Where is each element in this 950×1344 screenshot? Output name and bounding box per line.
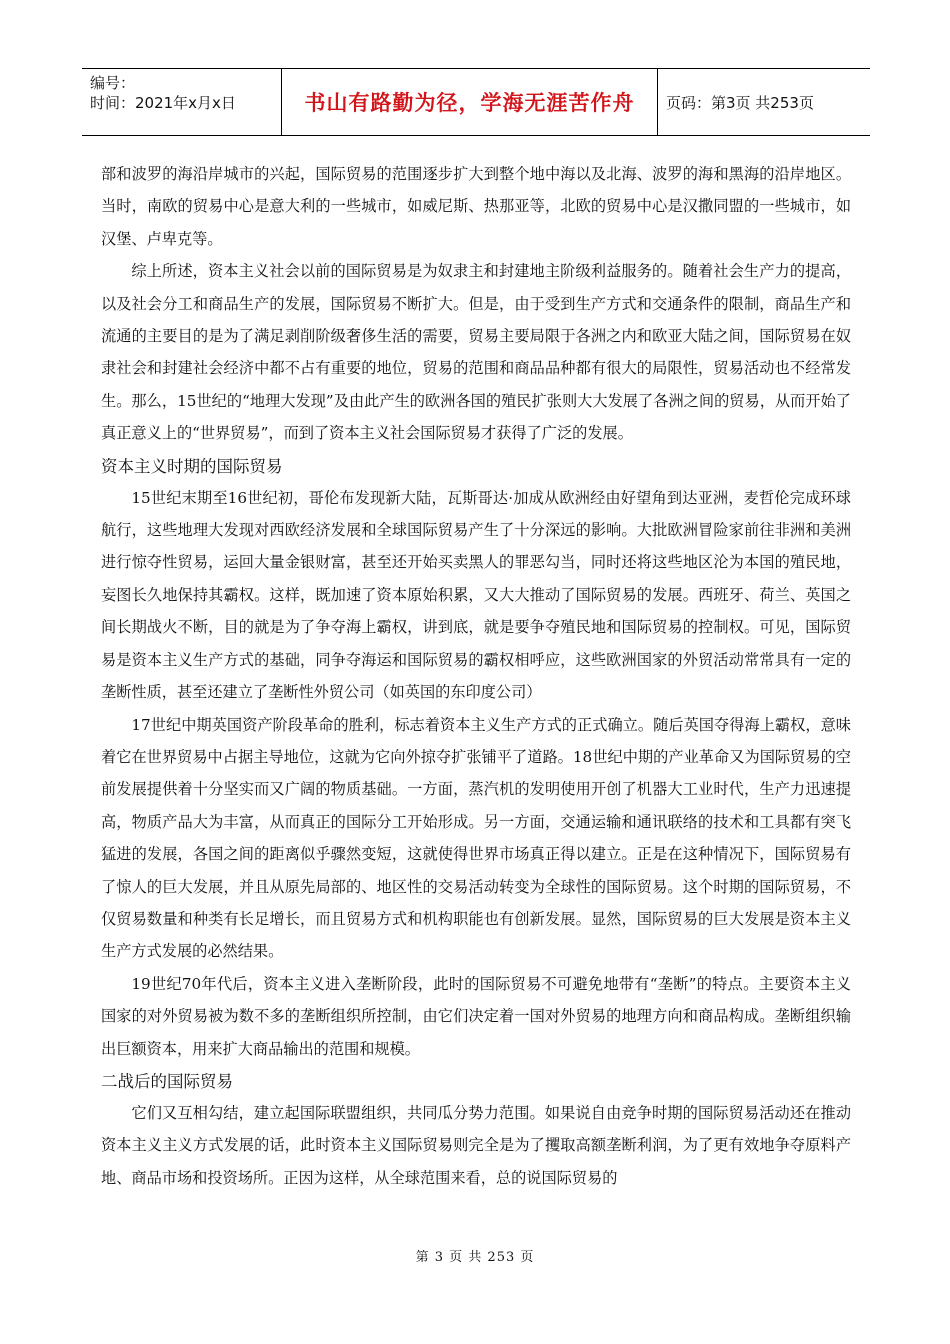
page-header [82, 68, 870, 136]
paragraph: 15世纪末期至16世纪初，哥伦布发现新大陆，瓦斯哥达·加成从欧洲经由好望角到达亚洲，麦哲伦完成环球航行，这些地理大发现对西欧经济发展和全球国际贸易产生了十分深远的影响。大批欧洲冒险家前往非洲和美洲进行惊夺性贸易，运回大量金银财富，甚至还开始买卖黑人的罪恶勾当，同时还将这些地区沦为本国的殖民地，妄图长久地保持其霸权。这样，既加速了资本原始积累，又大大推动了国际贸易的发展。西班牙、荷兰、英国之间长期战火不断，目的就是为了争夺海上霸权，讲到底，就是要争夺殖民地和国际贸易的控制权。可见，国际贸易是资本主义生产方式的基础，同争夺海运和国际贸易的霸权相呼应，这些欧洲国家的外贸活动常常具有一定的垄断性质，甚至还建立了垄断性外贸公司（如英国的东印度公司） [101, 488, 851, 702]
date-label: 时间：2021年x月x日 [90, 94, 236, 112]
paragraph: 17世纪中期英国资产阶段革命的胜利，标志着资本主义生产方式的正式确立。随后英国夺得海上霸权，意味着它在世界贸易中占据主导地位，这就为它向外掠夺扩张铺平了道路。18世纪中期的产业革命又为国际贸易的空前发展提供着十分坚实而又广阔的物质基础。一方面，蒸汽机的发明使用开创了机器大工业时代，生产力迅速提高，物质产品大为丰富，从而真正的国际分工开始形成。另一方面，交通运输和通讯联络的技术和工具都有突飞猛进的发展，各国之间的距离似乎骤然变短，这就使得世界市场真正得以建立。正是在这种情况下，国际贸易有了惊人的巨大发展，并且从原先局部的、地区性的交易活动转变为全球性的国际贸易。这个时期的国际贸易，不仅贸易数量和种类有长足增长，而且贸易方式和机构职能也有创新发展。显然，国际贸易的巨大发展是资本主义生产方式发展的必然结果。 [101, 715, 851, 961]
motto: 书山有路勤为径，学海无涯苦作舟 [282, 69, 658, 135]
paragraph: 综上所述，资本主义社会以前的国际贸易是为奴隶主和封建地主阶级利益服务的。随着社会生产力的提高，以及社会分工和商品生产的发展，国际贸易不断扩大。但是，由于受到生产方式和交通条件的限制，商品生产和流通的主要目的是为了满足剥削阶级奢侈生活的需要，贸易主要局限于各洲之内和欧亚大陆之间，国际贸易在奴隶社会和封建社会经济中都不占有重要的地位，贸易的范围和商品品种都有很大的局限性，贸易活动也不经常发生。那么，15世纪的“地理大发现”及由此产生的欧洲各国的殖民扩张则大大发展了各洲之间的贸易，从而开始了真正意义上的“世界贸易”，而到了资本主义社会国际贸易才获得了广泛的发展。 [101, 262, 851, 443]
header-meta [82, 69, 282, 135]
section-heading: 资本主义时期的国际贸易 [101, 456, 283, 476]
paragraph: 19世纪70年代后，资本主义进入垄断阶段，此时的国际贸易不可避免地带有“垄断”的特点。主要资本主义国家的对外贸易被为数不多的垄断组织所控制，由它们决定着一国对外贸易的地理方向和商品构成。垄断组织输出巨额资本，用来扩大商品输出的范围和规模。 [101, 974, 851, 1058]
page-number-label: 页码：第3页 共253页 [666, 93, 814, 112]
serial-number-label: 编号： [90, 74, 136, 92]
paragraph: 它们又互相勾结，建立起国际联盟组织，共同瓜分势力范围。如果说自由竞争时期的国际贸易活动还在推动资本主义主义方式发展的话，此时资本主义国际贸易则完全是为了攫取高额垄断利润，为了更有效地争夺原料产地、商品市场和投资场所。正因为这样，从全球范围来看，总的说国际贸易的 [101, 1103, 851, 1187]
section-heading: 二战后的国际贸易 [101, 1071, 233, 1091]
document-body [101, 158, 851, 1194]
paragraph: 部和波罗的海沿岸城市的兴起，国际贸易的范围逐步扩大到整个地中海以及北海、波罗的海和黑海的沿岸地区。当时，南欧的贸易中心是意大利的一些城市，如威尼斯、热那亚等，北欧的贸易中心是汉撒同盟的一些城市，如汉堡、卢卑克等。 [101, 165, 851, 248]
page-footer: 第 3 页 共 253 页 [415, 1250, 535, 1265]
